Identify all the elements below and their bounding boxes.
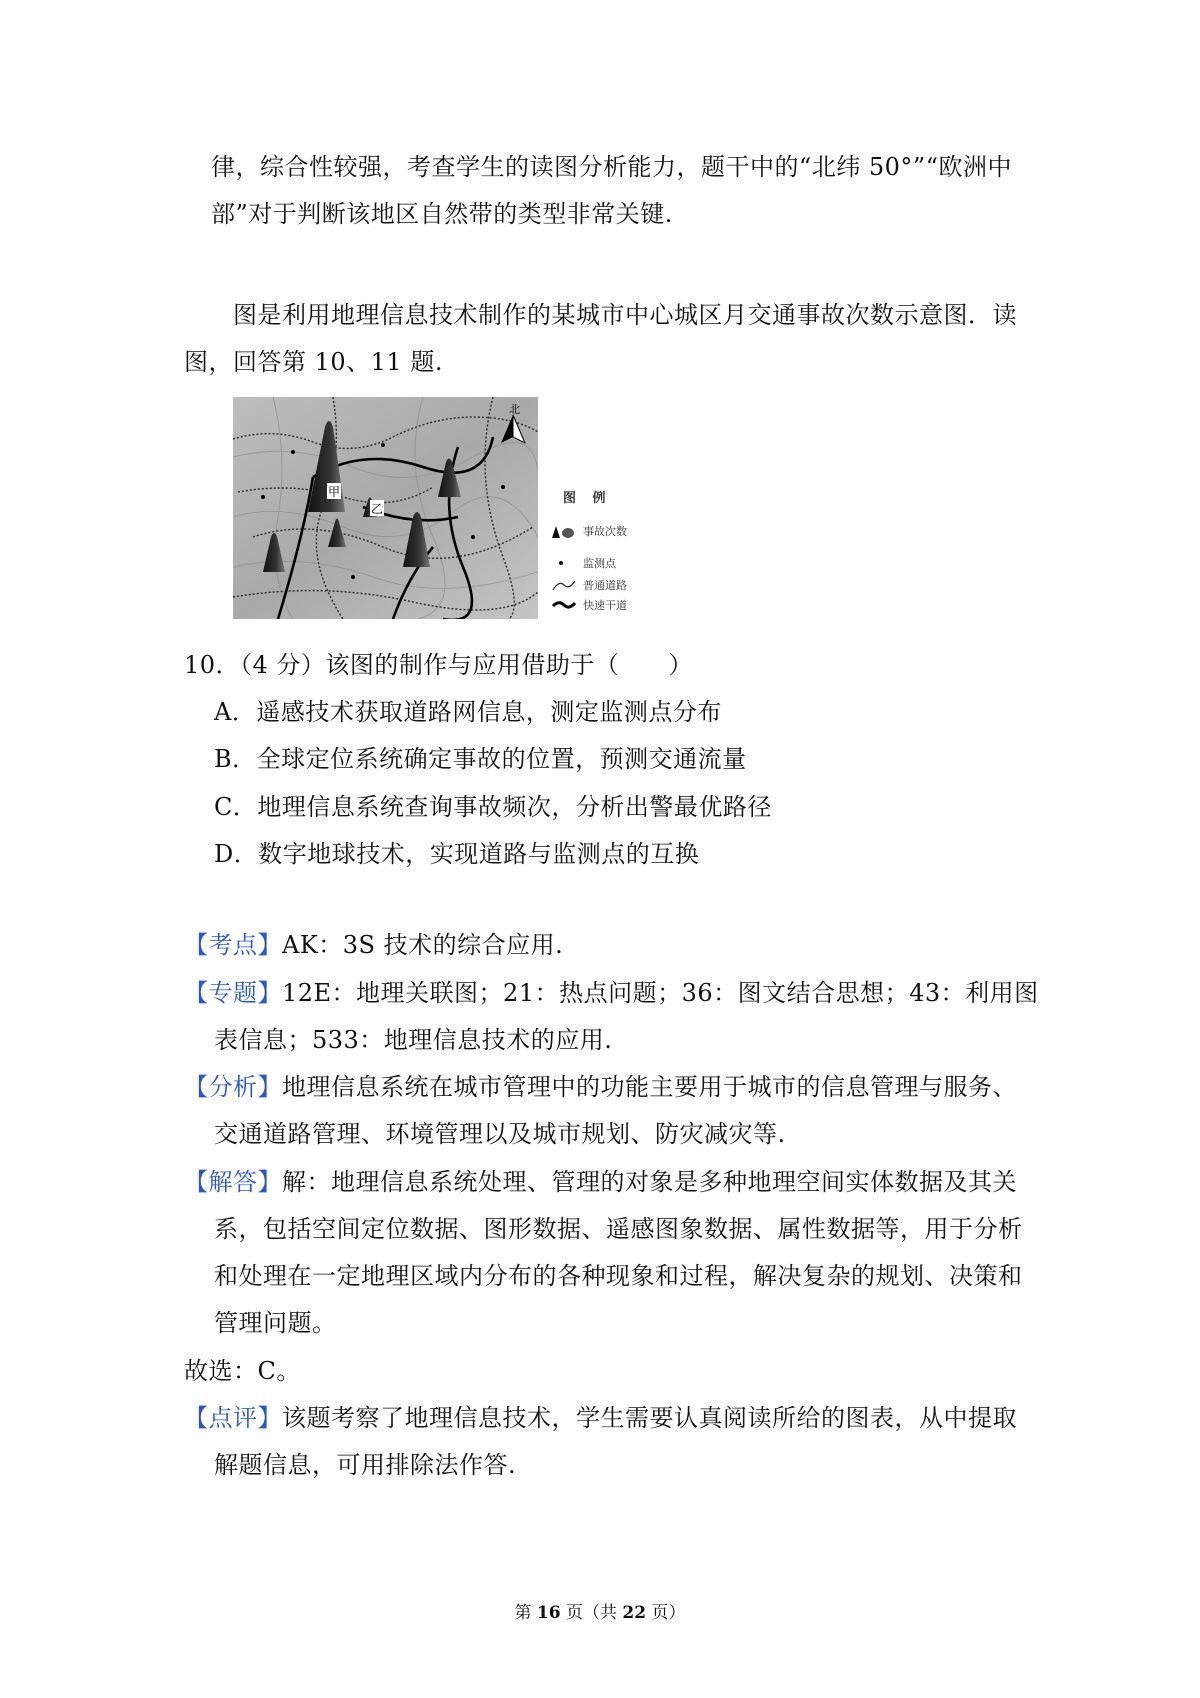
legend-accident: 事故次数 [551,523,627,539]
option-a: A．遥感技术获取道路网信息，测定监测点分布 [214,698,722,726]
legend-expressway: 快速干道 [551,597,627,613]
dianping-line-1: 【点评】该题考察了地理信息技术，学生需要认真阅读所给的图表，从中提取 [184,1404,1017,1432]
accident-map [233,397,538,619]
kaodian-line: 【考点】AK：3S 技术的综合应用. [184,931,564,959]
legend-monitor: 监测点 [551,555,616,571]
intro-line-2: 部”对于判断该地区自然带的类型非常关键. [211,200,673,228]
legend-road: 普通道路 [551,577,627,593]
jieda-line-1: 【解答】解：地理信息系统处理、管理的对象是多种地理空间实体数据及其关 [184,1168,1017,1196]
jieda-line-4: 管理问题。 [214,1309,337,1337]
zhuanti-line-2: 表信息；533：地理信息技术的应用. [214,1026,613,1054]
jieda-line-3: 和处理在一定地理区域内分布的各种现象和过程，解决复杂的规划、决策和 [214,1262,1023,1290]
option-b: B．全球定位系统确定事故的位置，预测交通流量 [214,745,747,773]
map-background [233,397,538,619]
answer-line: 故选：C。 [184,1357,301,1385]
expressway-icon [551,598,577,612]
dianping-line-2: 解题信息，可用排除法作答. [214,1451,517,1479]
fenxi-line-1: 【分析】地理信息系统在城市管理中的功能主要用于城市的信息管理与服务、 [184,1073,1017,1101]
stem-line-1: 图是利用地理信息技术制作的某城市中心城区月交通事故次数示意图．读 [233,301,1017,329]
monitor-point-icon [551,556,577,570]
zhuanti-line-1: 【专题】12E：地理关联图；21：热点问题；36：图文结合思想；43：利用图 [184,979,1039,1007]
legend-title: 图 例 [563,491,612,506]
svg-text:北: 北 [509,403,520,416]
fenxi-line-2: 交通道路管理、环境管理以及城市规划、防灾减灾等. [214,1120,786,1148]
label-yi: 乙 [371,502,384,516]
accident-map-figure [233,397,643,622]
label-jia: 甲 [328,485,341,499]
intro-line-1: 律，综合性较强，考查学生的读图分析能力，题干中的“北纬 50°”“欧洲中 [211,153,1012,181]
page-footer: 第 16 页（共 22 页） [514,1603,686,1623]
option-c: C．地理信息系统查询事故频次，分析出警最优路径 [214,793,772,821]
jieda-line-2: 系，包括空间定位数据、图形数据、遥感图象数据、属性数据等，用于分析 [214,1215,1023,1243]
accident-count-icon [551,524,577,538]
option-d: D．数字地球技术，实现道路与监测点的互换 [214,840,700,868]
ordinary-road-icon [551,578,577,592]
question-title: 10．（4 分）该图的制作与应用借助于（ ） [184,651,693,679]
stem-line-2: 图，回答第 10、11 题. [184,348,443,376]
